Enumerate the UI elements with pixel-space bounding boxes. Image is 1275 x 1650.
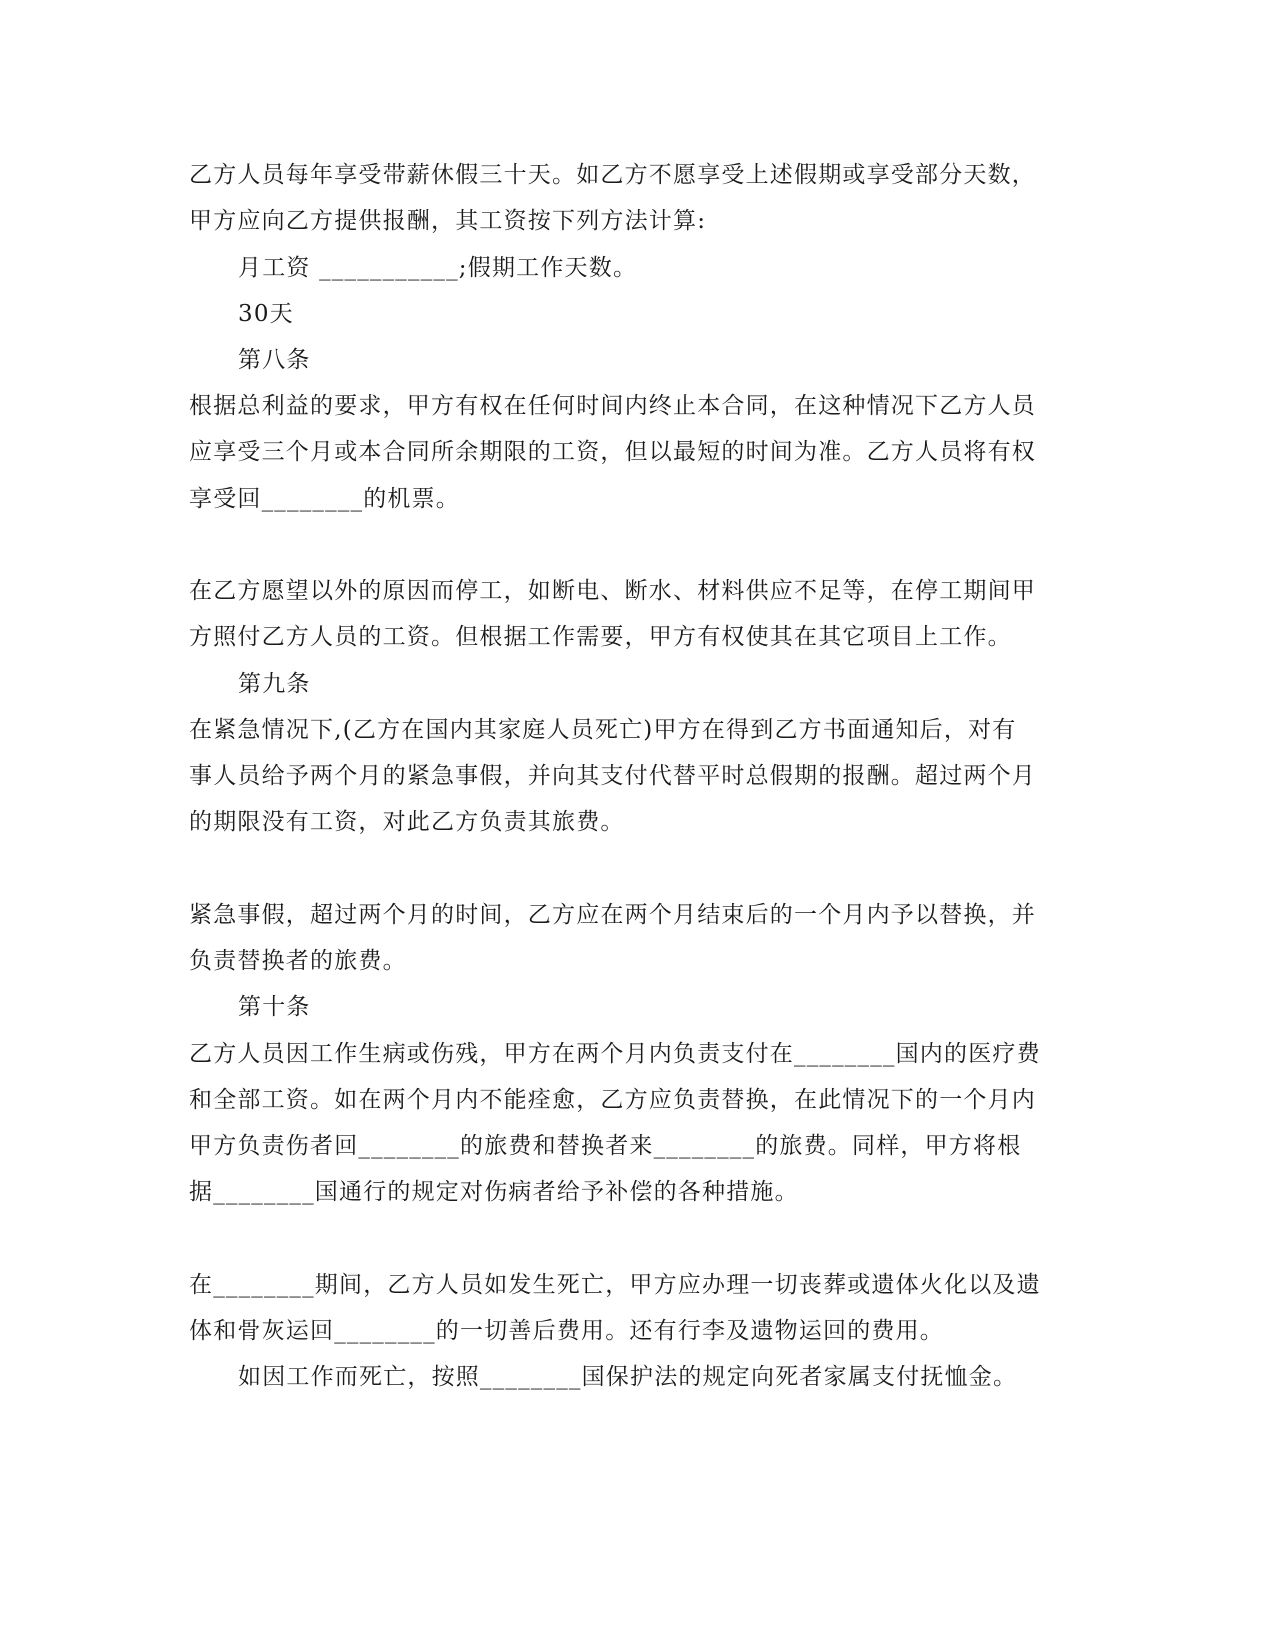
- text-line: 据________国通行的规定对伤病者给予补偿的各种措施。: [189, 1179, 799, 1205]
- text-line: 在紧急情况下,(乙方在国内其家庭人员死亡)甲方在得到乙方书面通知后，对有: [189, 717, 1017, 743]
- text-line: 的期限没有工资，对此乙方负责其旅费。: [189, 809, 625, 835]
- text-line: 如因工作而死亡，按照________国保护法的规定向死者家属支付抚恤金。: [238, 1364, 1018, 1390]
- text-line: 紧急事假，超过两个月的时间，乙方应在两个月结束后的一个月内予以替换，并: [189, 902, 1036, 928]
- text-line: 负责替换者的旅费。: [189, 948, 407, 974]
- text-line: 方照付乙方人员的工资。但根据工作需要，甲方有权使其在其它项目上工作。: [189, 624, 1012, 650]
- section-heading: 第八条: [238, 347, 311, 373]
- text-line: 月工资 ___________;假期工作天数。: [238, 255, 638, 281]
- text-line: 根据总利益的要求，甲方有权在任何时间内终止本合同，在这种情况下乙方人员: [189, 393, 1036, 419]
- section-heading: 第十条: [238, 994, 311, 1020]
- text-line: 在________期间，乙方人员如发生死亡，甲方应办理一切丧葬或遗体火化以及遗: [189, 1272, 1041, 1298]
- section-heading: 第九条: [238, 671, 311, 697]
- text-line: 事人员给予两个月的紧急事假，并向其支付代替平时总假期的报酬。超过两个月: [189, 763, 1036, 789]
- text-line: 应享受三个月或本合同所余期限的工资，但以最短的时间为准。乙方人员将有权: [189, 439, 1036, 465]
- text-line: 体和骨灰运回________的一切善后费用。还有行李及遗物运回的费用。: [189, 1318, 944, 1344]
- text-line: 甲方负责伤者回________的旅费和替换者来________的旅费。同样，甲方将根: [189, 1133, 1022, 1159]
- text-line: 和全部工资。如在两个月内不能痊愈，乙方应负责替换，在此情况下的一个月内: [189, 1087, 1036, 1113]
- text-line: 享受回________的机票。: [189, 486, 460, 512]
- text-line: 甲方应向乙方提供报酬，其工资按下列方法计算:: [189, 208, 707, 234]
- text-line: 在乙方愿望以外的原因而停工，如断电、断水、材料供应不足等，在停工期间甲: [189, 578, 1036, 604]
- text-line: 30天: [238, 301, 294, 327]
- text-line: 乙方人员每年享受带薪休假三十天。如乙方不愿享受上述假期或享受部分天数，: [189, 162, 1036, 188]
- text-line: 乙方人员因工作生病或伤残，甲方在两个月内负责支付在________国内的医疗费: [189, 1041, 1041, 1067]
